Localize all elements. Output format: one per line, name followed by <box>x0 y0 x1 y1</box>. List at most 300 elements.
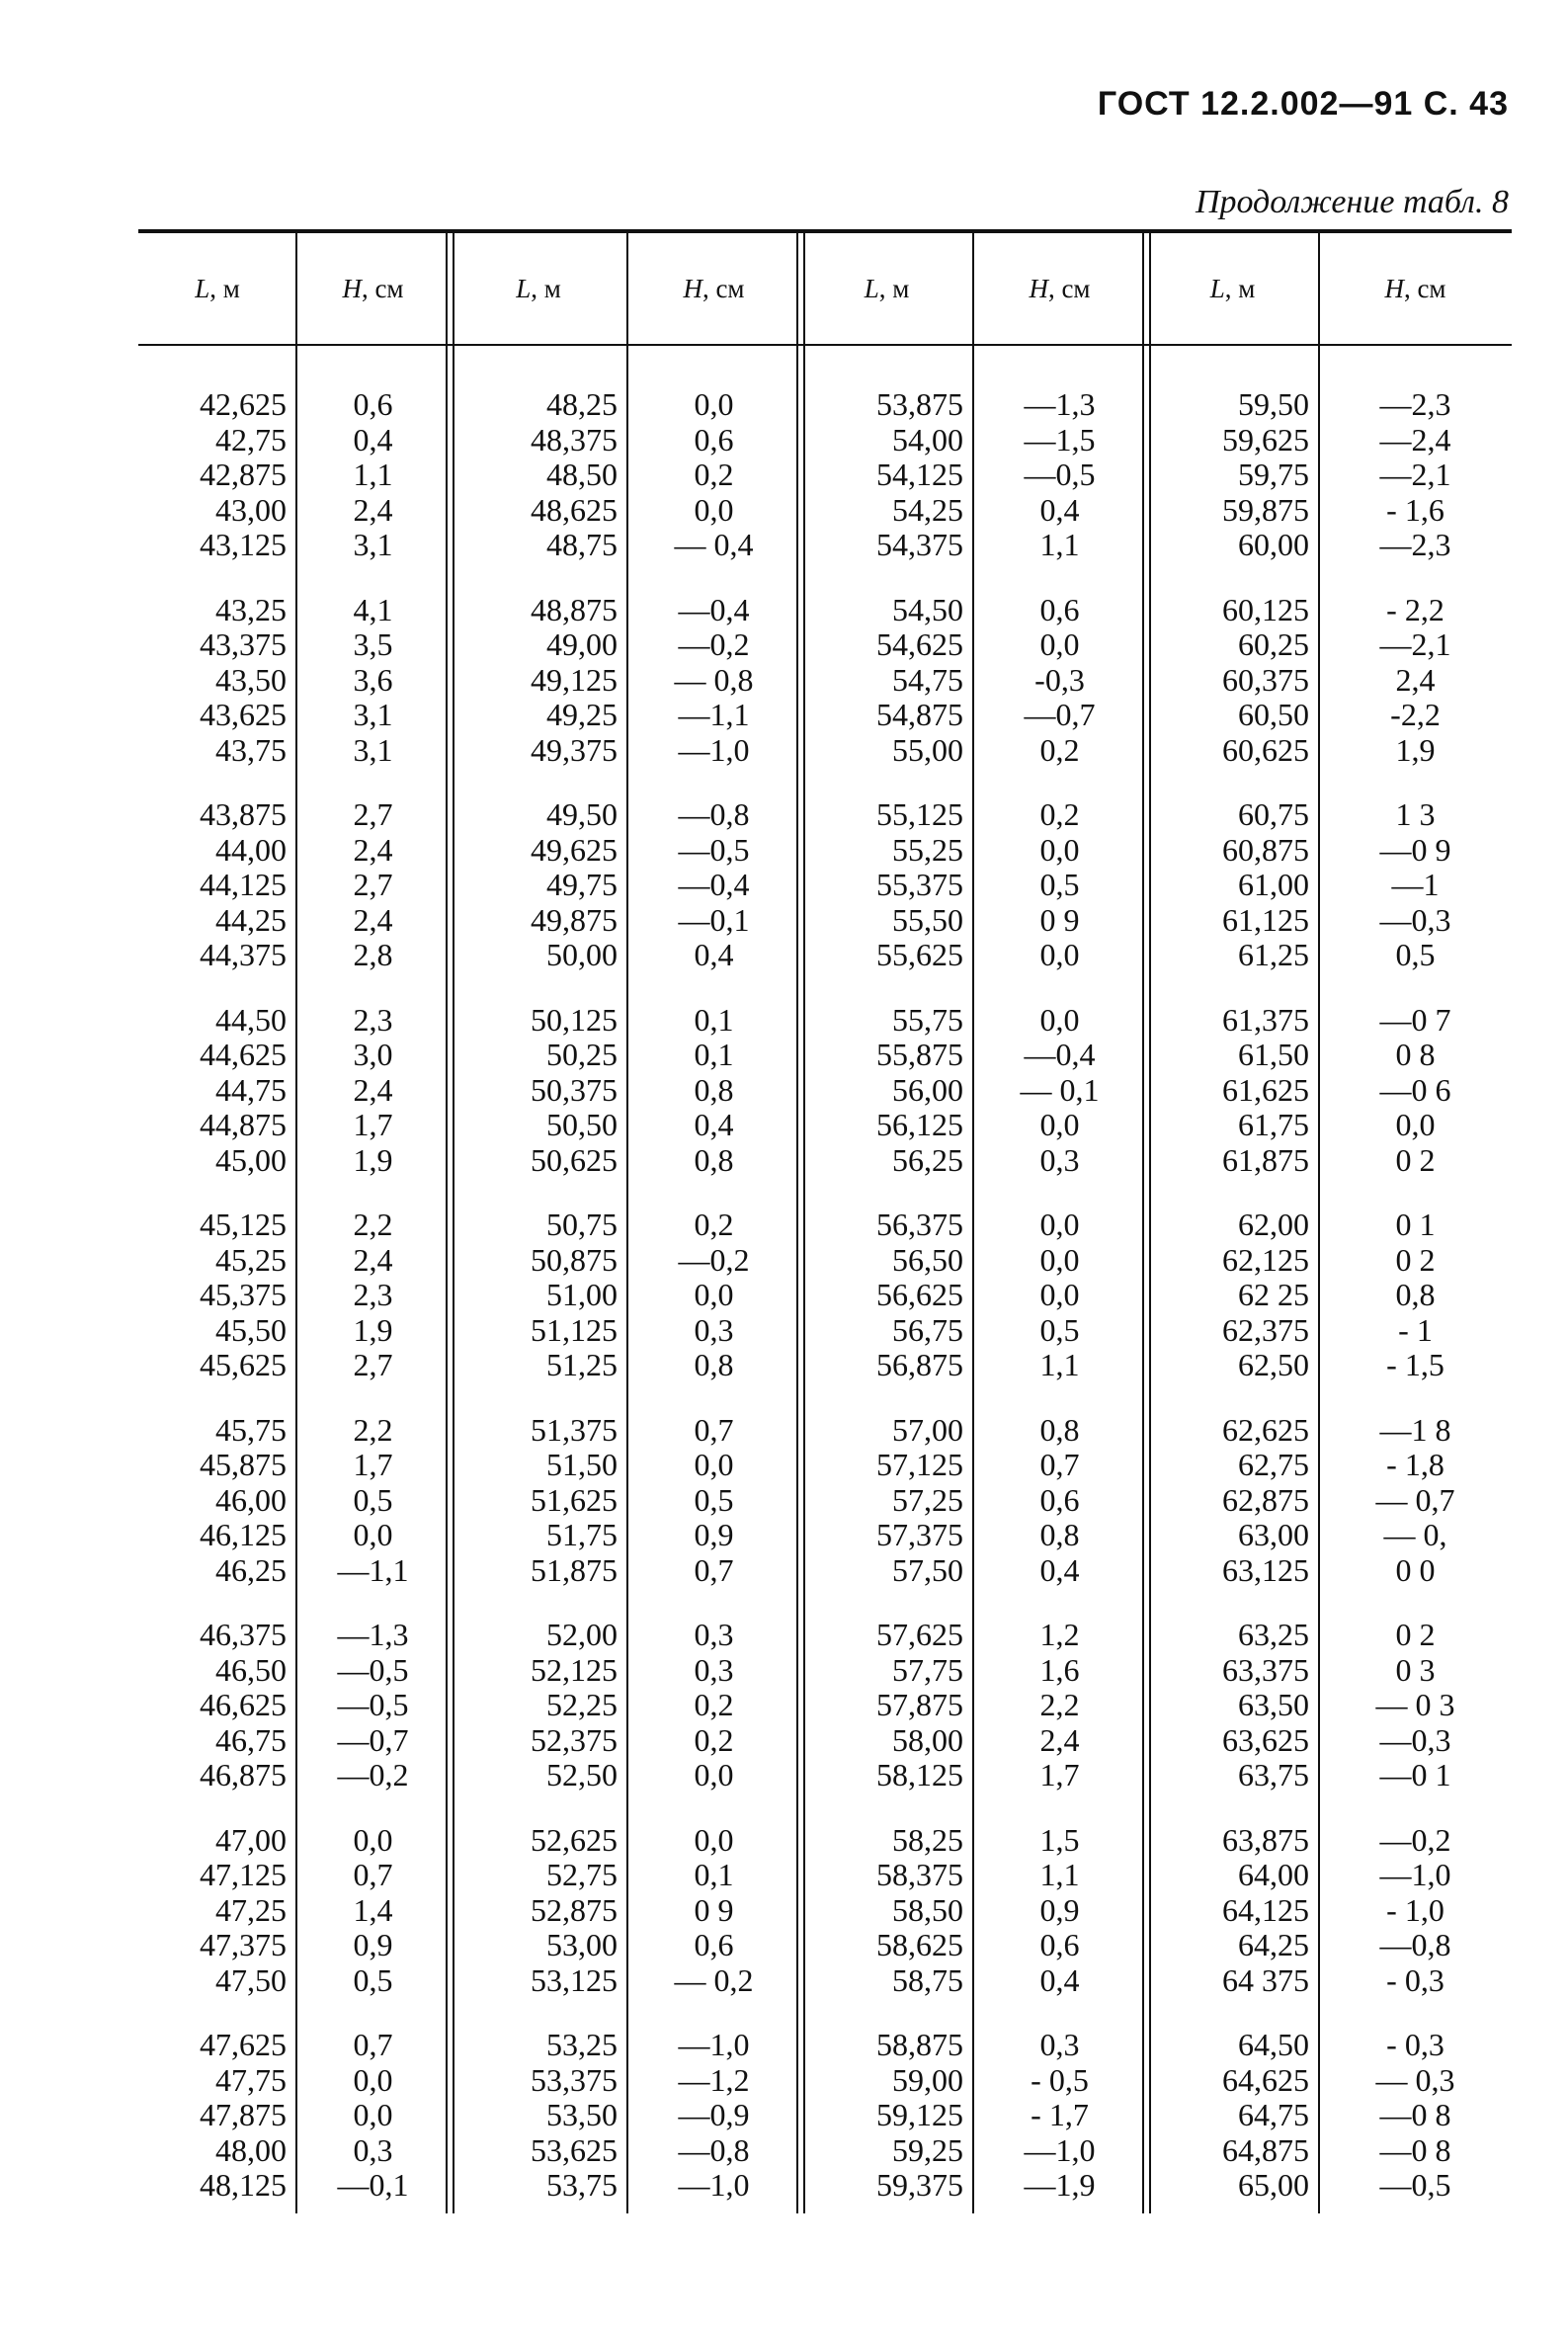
height-value: 0,9 <box>1039 1891 1080 1928</box>
length-value: 50,875 <box>531 1241 618 1278</box>
height-value: 1,7 <box>1039 1757 1080 1792</box>
row-group <box>450 1003 627 1179</box>
row-group <box>450 387 627 563</box>
length-value: 63,375 <box>1222 1651 1309 1688</box>
height-value: —1,1 <box>337 1551 409 1588</box>
height-value: 0,6 <box>1039 1481 1080 1518</box>
height-value: —2,1 <box>1379 626 1451 662</box>
height-column-3 <box>973 387 1146 2204</box>
length-value: 48,875 <box>531 591 618 627</box>
length-value: 50,375 <box>531 1071 618 1108</box>
height-value: —0,5 <box>337 1687 409 1722</box>
height-value: — 0,4 <box>674 527 754 562</box>
length-value: 56,375 <box>876 1207 963 1242</box>
length-value: 53,875 <box>876 386 963 422</box>
length-value: 54,50 <box>892 591 963 627</box>
height-value: 1,1 <box>1039 1347 1080 1382</box>
height-value: 0,7 <box>353 1857 393 1892</box>
height-value: 0,7 <box>353 2027 393 2062</box>
column-unit: , м <box>1224 273 1256 303</box>
row-group <box>800 1413 973 1589</box>
single-rule <box>972 233 974 2213</box>
height-value: 0,2 <box>694 457 734 492</box>
height-value: 2,4 <box>353 901 393 938</box>
row-group <box>1146 387 1319 563</box>
length-value: 47,25 <box>215 1891 287 1928</box>
column-variable: L <box>195 273 210 303</box>
length-value: 60,375 <box>1222 661 1309 698</box>
height-value: 0,2 <box>1039 731 1080 768</box>
length-value: 49,125 <box>531 661 618 698</box>
height-value: —0,1 <box>337 2167 409 2203</box>
length-value: 59,125 <box>876 2097 963 2132</box>
height-value: 2,4 <box>353 491 393 528</box>
height-value: 1 3 <box>1395 796 1436 832</box>
height-value: —0,5 <box>1379 2167 1451 2203</box>
height-value: 3,5 <box>353 626 393 662</box>
length-value: 60,125 <box>1222 591 1309 627</box>
length-value: 63,25 <box>1238 1617 1309 1652</box>
height-value: 0,0 <box>1039 1241 1080 1278</box>
height-value: 0,0 <box>1395 1107 1436 1142</box>
row-group <box>450 797 627 973</box>
height-value: —1,0 <box>678 2027 750 2062</box>
length-value: 46,75 <box>215 1721 287 1758</box>
length-value: 58,00 <box>892 1721 963 1758</box>
height-value: 2,4 <box>1039 1721 1080 1758</box>
height-value: 0 3 <box>1395 1651 1436 1688</box>
length-value: 58,875 <box>876 2027 963 2062</box>
length-value: 48,25 <box>546 386 618 422</box>
length-value: 51,375 <box>531 1411 618 1448</box>
length-value: 59,50 <box>1238 386 1309 422</box>
length-value: 56,25 <box>892 1141 963 1178</box>
length-value: 56,125 <box>876 1107 963 1142</box>
length-value: 51,00 <box>546 1277 618 1312</box>
height-value: —0,5 <box>678 831 750 868</box>
height-value: —0,4 <box>678 867 750 902</box>
length-column-3 <box>800 387 973 2204</box>
height-value: —2,3 <box>1379 386 1451 422</box>
column-unit: , м <box>878 273 910 303</box>
column-unit: , см <box>1403 273 1446 303</box>
length-value: 59,875 <box>1222 491 1309 528</box>
length-value: 43,50 <box>215 661 287 698</box>
length-value: 49,00 <box>546 626 618 662</box>
length-value: 60,00 <box>1238 527 1309 562</box>
length-value: 44,75 <box>215 1071 287 1108</box>
length-value: 47,75 <box>215 2061 287 2098</box>
height-value: 0,6 <box>353 386 393 422</box>
row-group <box>296 1823 450 1999</box>
length-value: 51,625 <box>531 1481 618 1518</box>
height-value: 0,2 <box>694 1687 734 1722</box>
height-value: —0,2 <box>337 1757 409 1792</box>
height-value: 2,7 <box>353 1347 393 1382</box>
length-value: 58,75 <box>892 1961 963 1998</box>
length-value: 55,25 <box>892 831 963 868</box>
row-group <box>1319 1413 1512 1589</box>
row-group <box>800 1208 973 1383</box>
length-value: 44,50 <box>215 1001 287 1038</box>
length-value: 60,625 <box>1222 731 1309 768</box>
height-value: 0,0 <box>1039 1277 1080 1312</box>
height-value: 0,0 <box>1039 1107 1080 1142</box>
height-value: - 1 <box>1398 1311 1433 1348</box>
column-variable: H <box>1384 273 1404 303</box>
length-value: 54,75 <box>892 661 963 698</box>
length-value: 48,125 <box>200 2167 287 2203</box>
height-value: 0,0 <box>694 386 734 422</box>
length-value: 56,875 <box>876 1347 963 1382</box>
height-value: —0 1 <box>1379 1757 1451 1792</box>
page-number: С. 43 <box>1423 85 1509 123</box>
height-value: —1,0 <box>1024 2131 1096 2168</box>
length-value: 42,75 <box>215 421 287 458</box>
length-value: 54,875 <box>876 697 963 732</box>
length-value: 50,00 <box>546 937 618 972</box>
height-value: — 0,1 <box>1020 1071 1100 1108</box>
height-value: —0,9 <box>678 2097 750 2132</box>
length-value: 52,50 <box>546 1757 618 1792</box>
row-group <box>1146 1618 1319 1793</box>
length-value: 49,25 <box>546 697 618 732</box>
height-value: 0,8 <box>1039 1411 1080 1448</box>
height-value: 0,4 <box>1039 491 1080 528</box>
height-value: 0,0 <box>694 1447 734 1482</box>
row-group <box>627 593 800 769</box>
length-value: 56,00 <box>892 1071 963 1108</box>
height-value: —0 7 <box>1379 1001 1451 1038</box>
row-group <box>800 593 973 769</box>
doc-code: ГОСТ 12.2.002—91 <box>1097 85 1414 123</box>
height-value: 1,9 <box>353 1141 393 1178</box>
column-header-7 <box>1146 233 1319 344</box>
height-value: 0,8 <box>1395 1277 1436 1312</box>
height-value: —1,0 <box>1379 1857 1451 1892</box>
height-value: 0,3 <box>694 1311 734 1348</box>
row-group <box>450 1208 627 1383</box>
length-value: 44,25 <box>215 901 287 938</box>
height-value: 0,8 <box>694 1347 734 1382</box>
column-header-4 <box>627 233 800 344</box>
height-value: 0 2 <box>1395 1241 1436 1278</box>
height-value: 0,5 <box>694 1481 734 1518</box>
length-value: 55,50 <box>892 901 963 938</box>
height-value: 0,6 <box>694 421 734 458</box>
length-value: 46,25 <box>215 1551 287 1588</box>
row-group <box>296 2028 450 2204</box>
height-value: 0,0 <box>694 1277 734 1312</box>
row-group <box>138 1413 296 1589</box>
height-value: 0,8 <box>1039 1517 1080 1552</box>
height-value: 0,5 <box>1039 867 1080 902</box>
height-value: 0,0 <box>694 1821 734 1858</box>
row-group <box>296 1413 450 1589</box>
length-value: 50,25 <box>546 1037 618 1072</box>
height-value: —0,3 <box>1379 901 1451 938</box>
row-group <box>973 1618 1146 1793</box>
height-value: 2,3 <box>353 1277 393 1312</box>
length-value: 58,125 <box>876 1757 963 1792</box>
length-value: 64 375 <box>1222 1961 1309 1998</box>
height-value: 3,6 <box>353 661 393 698</box>
height-value: 4,1 <box>353 591 393 627</box>
double-rule <box>446 233 454 2213</box>
length-value: 63,625 <box>1222 1721 1309 1758</box>
height-value: —0,4 <box>678 591 750 627</box>
height-value: 0,0 <box>694 491 734 528</box>
row-group <box>800 1823 973 1999</box>
length-value: 64,25 <box>1238 1927 1309 1962</box>
height-value: 0 2 <box>1395 1617 1436 1652</box>
row-group <box>296 387 450 563</box>
height-value: -2,2 <box>1390 697 1441 732</box>
height-value: 2,4 <box>353 831 393 868</box>
length-value: 44,625 <box>200 1037 287 1072</box>
height-value: 0,1 <box>694 1857 734 1892</box>
height-value: —0,8 <box>678 2131 750 2168</box>
height-value: 2,2 <box>353 1207 393 1242</box>
row-group <box>296 1618 450 1793</box>
height-value: 0,7 <box>694 1411 734 1448</box>
length-value: 63,50 <box>1238 1687 1309 1722</box>
row-group <box>800 1618 973 1793</box>
double-rule <box>1142 233 1151 2213</box>
row-group <box>1319 1003 1512 1179</box>
height-value: —0,5 <box>1024 457 1096 492</box>
row-group <box>138 593 296 769</box>
height-value: 2,7 <box>353 867 393 902</box>
height-value: —1,3 <box>337 1617 409 1652</box>
height-value: 0,0 <box>1039 1207 1080 1242</box>
row-group <box>138 1823 296 1999</box>
length-value: 64,625 <box>1222 2061 1309 2098</box>
table-header-row <box>138 233 1512 346</box>
length-value: 60,50 <box>1238 697 1309 732</box>
length-value: 46,625 <box>200 1687 287 1722</box>
length-value: 63,125 <box>1222 1551 1309 1588</box>
height-value: —0,1 <box>678 901 750 938</box>
row-group <box>450 2028 627 2204</box>
row-group <box>627 1413 800 1589</box>
data-table <box>138 229 1512 2213</box>
length-value: 54,25 <box>892 491 963 528</box>
height-value: 0,8 <box>694 1071 734 1108</box>
height-value: - 0,3 <box>1386 2027 1444 2062</box>
double-rule <box>796 233 805 2213</box>
length-value: 42,625 <box>200 386 287 422</box>
row-group <box>973 2028 1146 2204</box>
length-value: 57,125 <box>876 1447 963 1482</box>
height-value: 2,2 <box>1039 1687 1080 1722</box>
length-value: 53,375 <box>531 2061 618 2098</box>
row-group <box>1146 2028 1319 2204</box>
length-value: 45,125 <box>200 1207 287 1242</box>
length-value: 48,00 <box>215 2131 287 2168</box>
height-value: 1,9 <box>1395 731 1436 768</box>
length-value: 62,50 <box>1238 1347 1309 1382</box>
length-value: 60,75 <box>1238 796 1309 832</box>
length-value: 51,25 <box>546 1347 618 1382</box>
length-value: 61,25 <box>1238 937 1309 972</box>
height-value: 2,4 <box>353 1241 393 1278</box>
length-value: 46,875 <box>200 1757 287 1792</box>
height-value: — 0,8 <box>674 661 754 698</box>
height-value: —1,2 <box>678 2061 750 2098</box>
height-value: 0,0 <box>1039 626 1080 662</box>
length-value: 54,125 <box>876 457 963 492</box>
height-value: 0,6 <box>1039 1927 1080 1962</box>
row-group <box>973 797 1146 973</box>
row-group <box>627 1618 800 1793</box>
height-value: —0 9 <box>1379 831 1451 868</box>
row-group <box>296 1003 450 1179</box>
height-value: —1,1 <box>678 697 750 732</box>
height-value: 0,0 <box>353 1821 393 1858</box>
row-group <box>973 593 1146 769</box>
length-value: 60,875 <box>1222 831 1309 868</box>
column-header-6 <box>973 233 1146 344</box>
height-value: 0,0 <box>353 1517 393 1552</box>
length-value: 57,875 <box>876 1687 963 1722</box>
height-value: 3,1 <box>353 527 393 562</box>
column-variable: L <box>516 273 532 303</box>
row-group <box>138 797 296 973</box>
length-value: 61,625 <box>1222 1071 1309 1108</box>
height-value: —0 8 <box>1379 2097 1451 2132</box>
height-value: - 2,2 <box>1386 591 1444 627</box>
height-value: —1,5 <box>1024 421 1096 458</box>
height-value: — 0, <box>1383 1517 1447 1552</box>
length-value: 57,00 <box>892 1411 963 1448</box>
height-value: —0,8 <box>1379 1927 1451 1962</box>
length-value: 43,75 <box>215 731 287 768</box>
height-value: —1 <box>1391 867 1440 902</box>
length-value: 43,00 <box>215 491 287 528</box>
length-value: 53,75 <box>546 2167 618 2203</box>
height-value: 0,2 <box>694 1207 734 1242</box>
length-value: 52,125 <box>531 1651 618 1688</box>
row-group <box>627 797 800 973</box>
length-value: 59,25 <box>892 2131 963 2168</box>
length-value: 45,625 <box>200 1347 287 1382</box>
row-group <box>627 1823 800 1999</box>
height-value: 0,3 <box>694 1651 734 1688</box>
length-value: 45,50 <box>215 1311 287 1348</box>
height-value: 1,5 <box>1039 1821 1080 1858</box>
height-column-2 <box>627 387 800 2204</box>
row-group <box>1319 387 1512 563</box>
length-value: 44,875 <box>200 1107 287 1142</box>
row-group <box>296 797 450 973</box>
length-value: 47,375 <box>200 1927 287 1962</box>
height-value: — 0,3 <box>1375 2061 1455 2098</box>
row-group <box>450 593 627 769</box>
length-value: 61,375 <box>1222 1001 1309 1038</box>
length-value: 44,125 <box>200 867 287 902</box>
row-group <box>627 1003 800 1179</box>
row-group <box>973 387 1146 563</box>
height-value: 0,7 <box>694 1551 734 1588</box>
height-value: 0 2 <box>1395 1141 1436 1178</box>
height-value: 0 9 <box>694 1891 734 1928</box>
height-value: 2,3 <box>353 1001 393 1038</box>
height-value: - 0,3 <box>1386 1961 1444 1998</box>
height-value: 2,4 <box>353 1071 393 1108</box>
row-group <box>1146 797 1319 973</box>
row-group <box>138 1208 296 1383</box>
height-value: 1,7 <box>353 1447 393 1482</box>
length-value: 59,00 <box>892 2061 963 2098</box>
row-group <box>296 593 450 769</box>
row-group <box>138 2028 296 2204</box>
page-header <box>1098 85 1509 124</box>
row-group <box>1146 593 1319 769</box>
length-value: 47,625 <box>200 2027 287 2062</box>
length-value: 47,00 <box>215 1821 287 1858</box>
length-value: 44,375 <box>200 937 287 972</box>
row-group <box>800 1003 973 1179</box>
height-value: 0 8 <box>1395 1037 1436 1072</box>
length-value: 64,50 <box>1238 2027 1309 2062</box>
length-value: 46,375 <box>200 1617 287 1652</box>
length-value: 57,75 <box>892 1651 963 1688</box>
length-value: 55,875 <box>876 1037 963 1072</box>
row-group <box>800 2028 973 2204</box>
height-value: 0,5 <box>1395 937 1436 972</box>
height-value: 0,0 <box>1039 1001 1080 1038</box>
height-value: 0,1 <box>694 1001 734 1038</box>
single-rule <box>626 233 628 2213</box>
length-value: 55,75 <box>892 1001 963 1038</box>
length-value: 56,625 <box>876 1277 963 1312</box>
row-group <box>1146 1208 1319 1383</box>
height-column-1 <box>296 387 450 2204</box>
length-value: 45,75 <box>215 1411 287 1448</box>
length-value: 43,625 <box>200 697 287 732</box>
length-value: 54,00 <box>892 421 963 458</box>
length-value: 55,00 <box>892 731 963 768</box>
length-value: 51,125 <box>531 1311 618 1348</box>
length-value: 58,375 <box>876 1857 963 1892</box>
height-value: —0,3 <box>1379 1721 1451 1758</box>
height-value: 3,0 <box>353 1037 393 1072</box>
length-value: 64,875 <box>1222 2131 1309 2168</box>
height-value: —0 6 <box>1379 1071 1451 1108</box>
length-value: 49,625 <box>531 831 618 868</box>
length-value: 53,125 <box>531 1961 618 1998</box>
length-value: 60,25 <box>1238 626 1309 662</box>
length-value: 62,75 <box>1238 1447 1309 1482</box>
length-value: 62,875 <box>1222 1481 1309 1518</box>
length-value: 58,25 <box>892 1821 963 1858</box>
height-value: - 1,8 <box>1386 1447 1444 1482</box>
length-value: 56,50 <box>892 1241 963 1278</box>
length-column-1 <box>138 387 296 2204</box>
height-value: —1,0 <box>678 731 750 768</box>
height-value: — 0,2 <box>674 1961 754 1998</box>
length-value: 52,00 <box>546 1617 618 1652</box>
column-header-1 <box>138 233 296 344</box>
length-value: 52,25 <box>546 1687 618 1722</box>
length-value: 53,00 <box>546 1927 618 1962</box>
height-value: 1,1 <box>1039 1857 1080 1892</box>
length-value: 62,00 <box>1238 1207 1309 1242</box>
row-group <box>450 1413 627 1589</box>
length-value: 50,75 <box>546 1207 618 1242</box>
length-value: 57,50 <box>892 1551 963 1588</box>
